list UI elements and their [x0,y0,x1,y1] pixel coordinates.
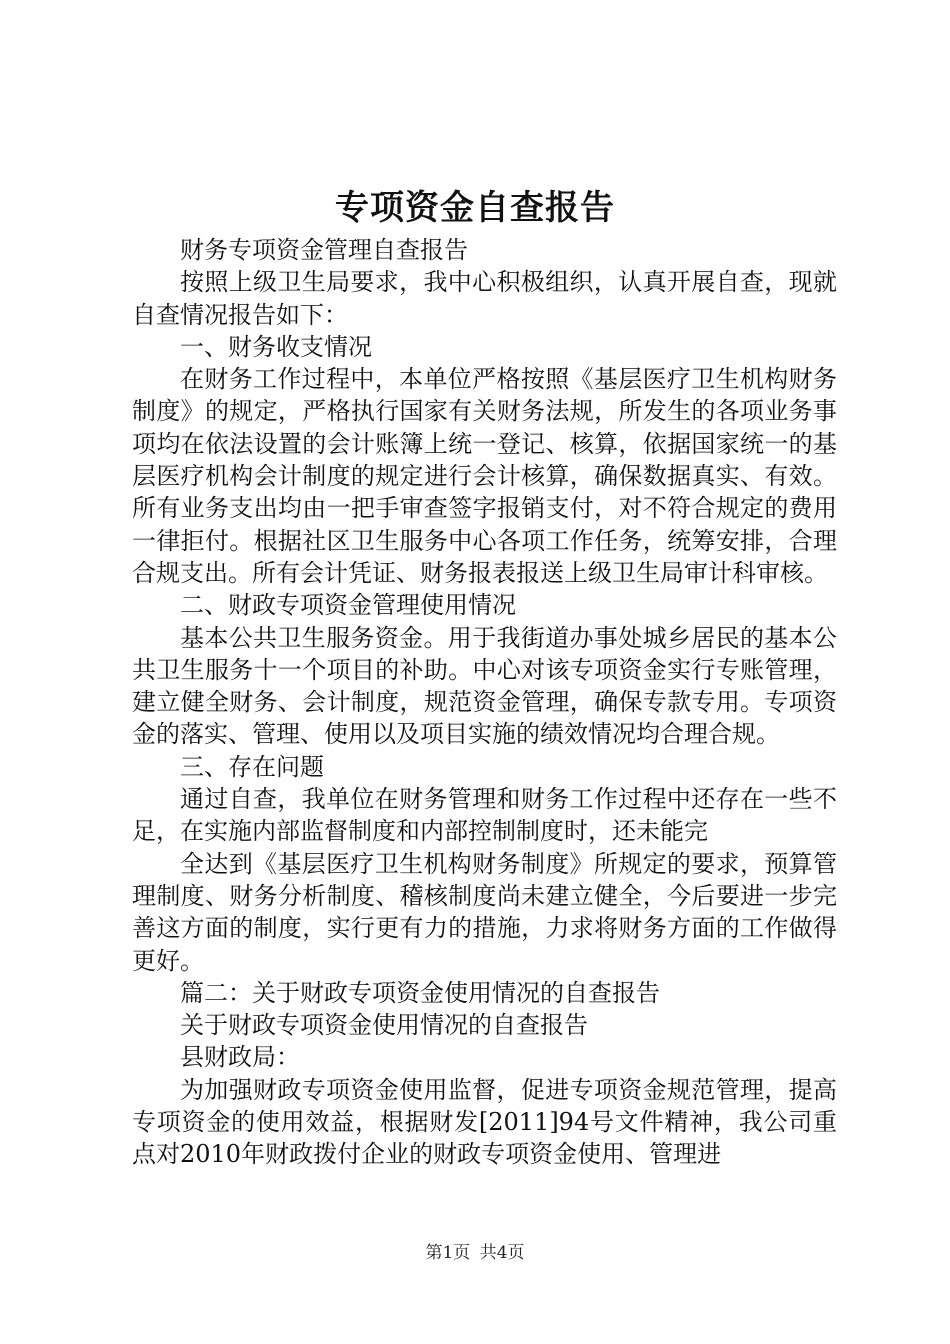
paragraph: 关于财政专项资金使用情况的自查报告 [180,1011,588,1040]
paragraph: 在财务工作过程中，本单位严格按照《基层医疗卫生机构财务制度》的规定，严格执行国家有关财务法规，所发生的各项业务事项均在依法设置的会计账簿上统一登记、核算，依据国家统一的基层医疗机构会计制度的规定进行会计核算，确保数据真实、有效。所有业务支出均由一把手审查签字报销支付，对不符合规定的费用一律拒付。根据社区卫生服务中心各项工作任务，统筹安排，合理合规支出。所有会计凭证、财务报表报送上级卫生局审计科审核。 [132,365,837,587]
section-heading: 一、财务收支情况 [180,332,372,361]
page-total: 共4页 [479,1243,525,1263]
paragraph: 为加强财政专项资金使用监督，促进专项资金规范管理，提高专项资金的使用效益，根据财发[2011]94号文件精神，我公司重点对2010年财政拨付企业的财政专项资金使用、管理进 [132,1075,837,1169]
document-title: 专项资金自查报告 [335,188,615,228]
document-body [132,234,837,1171]
section-heading: 三、存在问题 [180,752,324,781]
paragraph: 全达到《基层医疗卫生机构财务制度》所规定的要求，预算管理制度、财务分析制度、稽核制度尚未建立健全，今后要进一步完善这方面的制度，实行更有力的措施，力求将财务方面的工作做得更好。 [132,849,837,975]
paragraph: 财务专项资金管理自查报告 [180,236,468,264]
paragraph: 县财政局： [180,1043,300,1072]
section-heading: 二、财政专项资金管理使用情况 [180,591,516,620]
paragraph: 基本公共卫生服务资金。用于我街道办事处城乡居民的基本公共卫生服务十一个项目的补助。中心对该专项资金实行专账管理，建立健全财务、会计制度，规范资金管理，确保专款专用。专项资金的落实、管理、使用以及项目实施的绩效情况均合理合规。 [132,623,837,749]
page-footer [0,1241,950,1265]
paragraph: 通过自查，我单位在财务管理和财务工作过程中还存在一些不足，在实施内部监督制度和内部控制制度时，还未能完 [132,785,837,846]
page-number: 第1页 [425,1243,471,1263]
paragraph: 按照上级卫生局要求，我中心积极组织，认真开展自查，现就自查情况报告如下： [132,268,837,329]
section-heading: 篇二：关于财政专项资金使用情况的自查报告 [180,978,660,1007]
